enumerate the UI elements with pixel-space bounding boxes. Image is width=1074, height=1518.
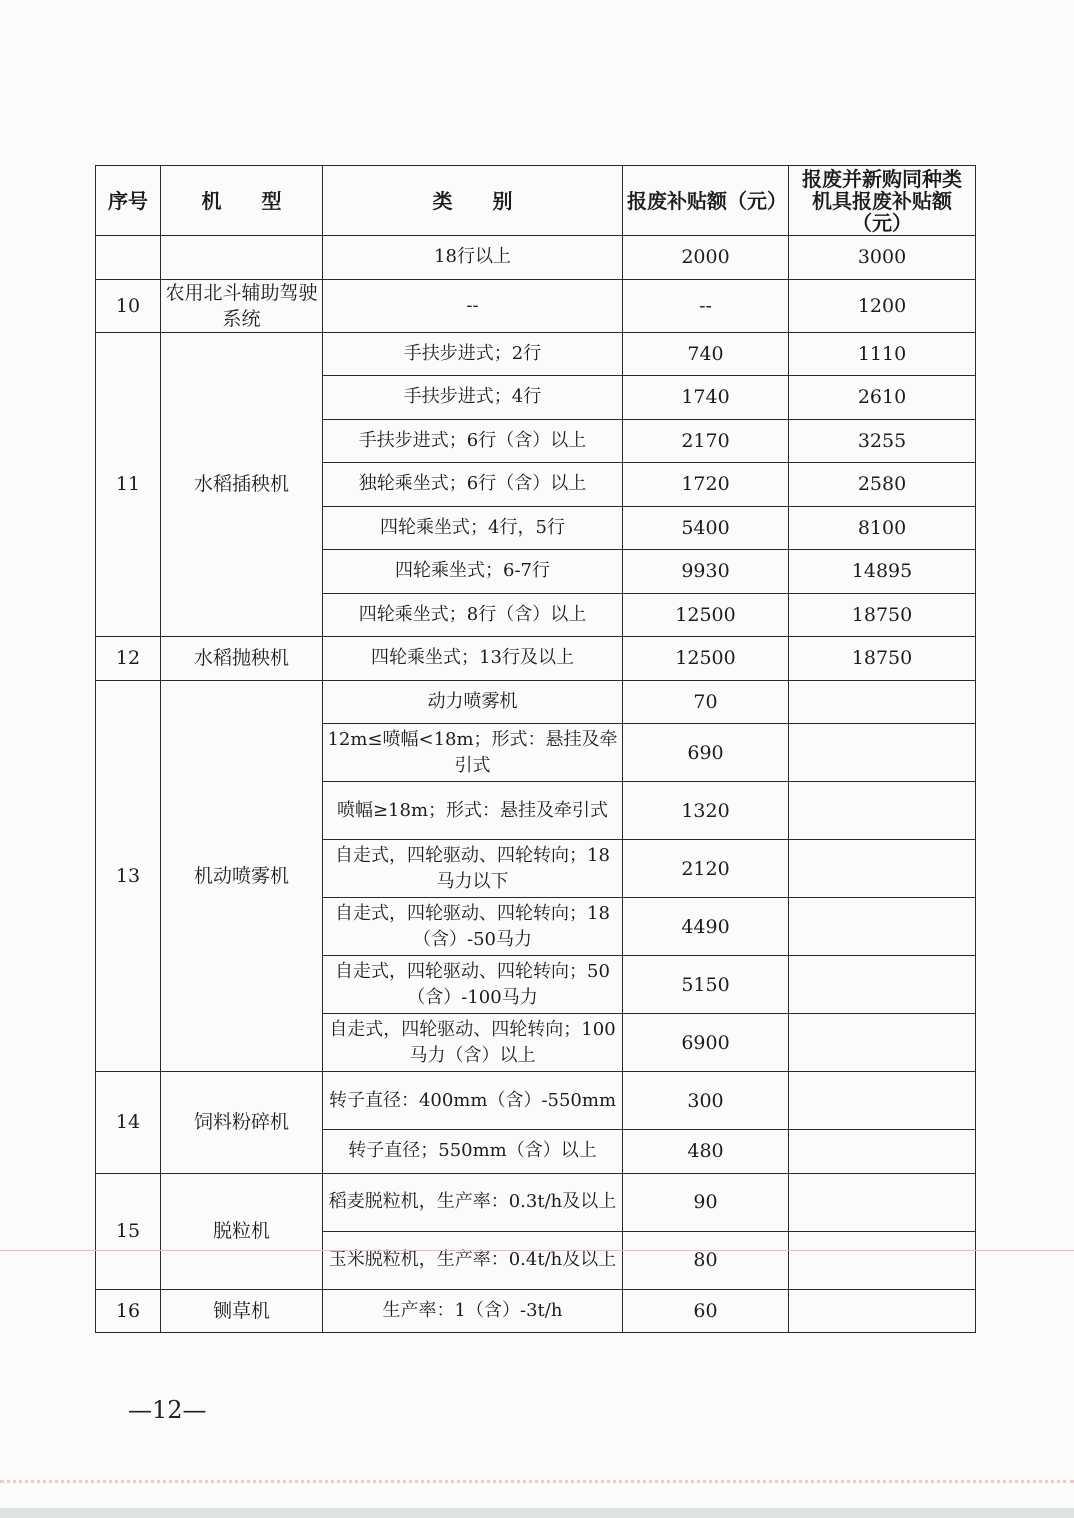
cell-model: 机动喷雾机: [161, 680, 323, 1072]
cell-scrap-subsidy: 12500: [623, 637, 789, 681]
cell-scrap-new-subsidy: [789, 724, 976, 782]
cell-category: --: [323, 279, 623, 332]
cell-model: 水稻插秧机: [161, 332, 323, 637]
cell-scrap-new-subsidy: 3255: [789, 419, 976, 463]
table-header-row: [96, 166, 976, 236]
cell-category: 喷幅≥18m；形式：悬挂及牵引式: [323, 782, 623, 840]
table-row: [96, 1173, 976, 1231]
cell-scrap-new-subsidy: 1110: [789, 332, 976, 376]
cell-category: 生产率：1（含）-3t/h: [323, 1289, 623, 1333]
cell-category: 转子直径；550mm（含）以上: [323, 1130, 623, 1174]
cell-scrap-new-subsidy: [789, 898, 976, 956]
cell-category: 玉米脱粒机，生产率：0.4t/h及以上: [323, 1231, 623, 1289]
cell-scrap-new-subsidy: [789, 1173, 976, 1231]
subsidy-table: [95, 165, 976, 1333]
cell-category: 18行以上: [323, 236, 623, 280]
cell-scrap-subsidy: 1720: [623, 463, 789, 507]
header-seq: 序号: [96, 166, 161, 236]
cell-model: 饲料粉碎机: [161, 1072, 323, 1174]
cell-model: 脱粒机: [161, 1173, 323, 1289]
cell-seq: 11: [96, 332, 161, 637]
table-row: [96, 680, 976, 724]
cell-scrap-new-subsidy: 1200: [789, 279, 976, 332]
cell-scrap-subsidy: 6900: [623, 1014, 789, 1072]
cell-seq: 10: [96, 279, 161, 332]
table-row: [96, 236, 976, 280]
cell-scrap-subsidy: 2170: [623, 419, 789, 463]
page-number: —12—: [128, 1396, 207, 1424]
cell-scrap-subsidy: 12500: [623, 593, 789, 637]
cell-seq: 12: [96, 637, 161, 681]
cell-category: 12m≤喷幅<18m；形式：悬挂及牵引式: [323, 724, 623, 782]
cell-category: 自走式，四轮驱动、四轮转向；100马力（含）以上: [323, 1014, 623, 1072]
cell-scrap-subsidy: 5150: [623, 956, 789, 1014]
header-scrap-new-subsidy: 报废并新购同种类机具报废补贴额（元）: [789, 166, 976, 236]
cell-category: 动力喷雾机: [323, 680, 623, 724]
cell-scrap-subsidy: 60: [623, 1289, 789, 1333]
cell-scrap-new-subsidy: [789, 782, 976, 840]
cell-scrap-new-subsidy: [789, 680, 976, 724]
cell-category: 自走式，四轮驱动、四轮转向；18（含）-50马力: [323, 898, 623, 956]
cell-seq: 14: [96, 1072, 161, 1174]
cell-scrap-subsidy: --: [623, 279, 789, 332]
cell-category: 四轮乘坐式；6-7行: [323, 550, 623, 594]
cell-scrap-subsidy: 300: [623, 1072, 789, 1130]
cell-seq: [96, 236, 161, 280]
cell-scrap-new-subsidy: 2610: [789, 376, 976, 420]
header-model: 机 型: [161, 166, 323, 236]
cell-category: 手扶步进式；4行: [323, 376, 623, 420]
cell-scrap-new-subsidy: 8100: [789, 506, 976, 550]
cell-scrap-subsidy: 9930: [623, 550, 789, 594]
cell-category: 自走式，四轮驱动、四轮转向；50（含）-100马力: [323, 956, 623, 1014]
cell-scrap-subsidy: 70: [623, 680, 789, 724]
cell-model: 农用北斗辅助驾驶系统: [161, 279, 323, 332]
table-row: [96, 637, 976, 681]
cell-model: 水稻抛秧机: [161, 637, 323, 681]
cell-scrap-new-subsidy: [789, 1014, 976, 1072]
cell-scrap-subsidy: 1320: [623, 782, 789, 840]
cell-scrap-new-subsidy: [789, 956, 976, 1014]
cell-scrap-subsidy: 90: [623, 1173, 789, 1231]
cell-seq: 16: [96, 1289, 161, 1333]
cell-scrap-subsidy: 480: [623, 1130, 789, 1174]
cell-category: 四轮乘坐式；13行及以上: [323, 637, 623, 681]
cell-category: 独轮乘坐式；6行（含）以上: [323, 463, 623, 507]
table-body: [96, 236, 976, 1333]
page-margin-line: [0, 1250, 1074, 1251]
cell-category: 自走式，四轮驱动、四轮转向；18马力以下: [323, 840, 623, 898]
table-row: [96, 332, 976, 376]
table-row: [96, 1072, 976, 1130]
cell-scrap-new-subsidy: 18750: [789, 637, 976, 681]
cell-model: 铡草机: [161, 1289, 323, 1333]
cell-scrap-new-subsidy: 18750: [789, 593, 976, 637]
table-row: [96, 1289, 976, 1333]
cell-scrap-new-subsidy: [789, 1072, 976, 1130]
cell-scrap-new-subsidy: [789, 840, 976, 898]
cell-scrap-new-subsidy: [789, 1289, 976, 1333]
bottom-band: [0, 1508, 1074, 1518]
cell-scrap-new-subsidy: [789, 1231, 976, 1289]
cell-scrap-subsidy: 740: [623, 332, 789, 376]
cell-category: 手扶步进式；6行（含）以上: [323, 419, 623, 463]
cell-scrap-new-subsidy: 3000: [789, 236, 976, 280]
cell-scrap-subsidy: 690: [623, 724, 789, 782]
cell-scrap-subsidy: 5400: [623, 506, 789, 550]
cell-scrap-subsidy: 80: [623, 1231, 789, 1289]
cell-scrap-subsidy: 1740: [623, 376, 789, 420]
cell-scrap-subsidy: 4490: [623, 898, 789, 956]
bottom-decoration: [0, 1480, 1074, 1483]
header-category: 类 别: [323, 166, 623, 236]
cell-scrap-new-subsidy: 2580: [789, 463, 976, 507]
cell-category: 四轮乘坐式；4行，5行: [323, 506, 623, 550]
cell-model: [161, 236, 323, 280]
cell-category: 四轮乘坐式；8行（含）以上: [323, 593, 623, 637]
cell-scrap-subsidy: 2000: [623, 236, 789, 280]
cell-category: 转子直径：400mm（含）-550mm: [323, 1072, 623, 1130]
cell-seq: 15: [96, 1173, 161, 1289]
header-scrap-subsidy: 报废补贴额（元）: [623, 166, 789, 236]
cell-scrap-new-subsidy: [789, 1130, 976, 1174]
table-row: [96, 279, 976, 332]
cell-category: 稻麦脱粒机，生产率：0.3t/h及以上: [323, 1173, 623, 1231]
cell-seq: 13: [96, 680, 161, 1072]
cell-category: 手扶步进式；2行: [323, 332, 623, 376]
cell-scrap-new-subsidy: 14895: [789, 550, 976, 594]
cell-scrap-subsidy: 2120: [623, 840, 789, 898]
